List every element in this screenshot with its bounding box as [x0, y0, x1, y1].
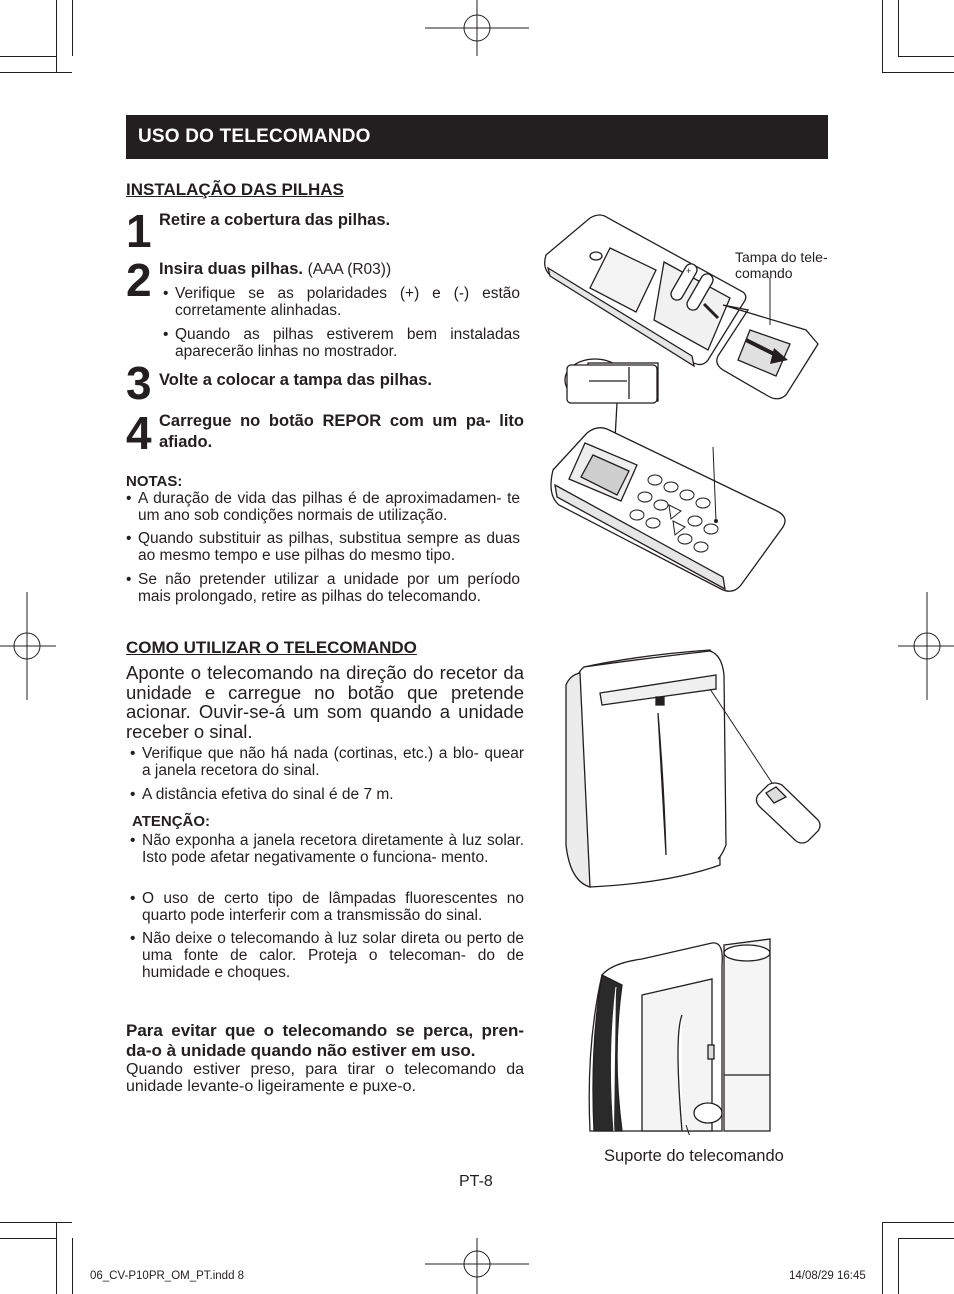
- step-title: Retire a cobertura das pilhas.: [159, 211, 391, 229]
- list-item: • Não deixe o telecomando à luz solar direta ou perto de uma fonte de calor. Proteja o telecoman- do de humidade e choques.: [130, 930, 524, 981]
- list-item: • Verifique que não há nada (cortinas, etc.) a blo- quear a janela recetora do sinal.: [130, 745, 524, 779]
- keep-remote-heading: Para evitar que o telecomando se perca, pren- da-o à unidade quando não estiver em uso.: [126, 1021, 524, 1060]
- usage-lead-paragraph: Aponte o telecomando na direção do recetor da unidade e carregue no botão que pretende acionar. Ouvir-se-á um som quando a unidade receber o sinal.: [126, 662, 524, 742]
- page-number: PT-8: [459, 1173, 493, 1190]
- step-title-text: Insira duas pilhas.: [159, 260, 303, 278]
- step-number: 2: [126, 254, 150, 306]
- footer-datetime: 14/08/29 16:45: [789, 1270, 866, 1282]
- notes-heading: NOTAS:: [126, 473, 183, 490]
- step-title: Carregue no botão REPOR com um pa- lito afiado.: [159, 412, 524, 451]
- cover-caption: Tampa do tele- comando: [735, 249, 828, 281]
- step-title: [159, 259, 524, 280]
- unit-remote-illustration: [560, 645, 830, 895]
- list-item: • A duração de vida das pilhas é de aproximadamen- te um ano sob condições normais de utilização.: [126, 490, 520, 524]
- keep-remote-text: Quando estiver preso, para tirar o telecomando da unidade levante-o ligeiramente e puxe-o.: [126, 1061, 524, 1095]
- section-header-bar: [126, 115, 828, 159]
- section-title-usage: COMO UTILIZAR O TELECOMANDO: [126, 638, 417, 657]
- list-item: • Não exponha a janela recetora diretamente à luz solar. Isto pode afetar negativamente o funciona- mento.: [130, 832, 524, 866]
- list-item: • Verifique se as polaridades (+) e (-) estão corretamente alinhadas.: [163, 285, 520, 319]
- list-item: • Quando as pilhas estiverem bem instaladas aparecerão linhas no mostrador.: [163, 326, 520, 360]
- step-number: 4: [126, 407, 150, 459]
- step-title: Volte a colocar a tampa das pilhas.: [159, 371, 432, 389]
- remote-holder-illustration: [582, 935, 782, 1135]
- caution-heading: ATENÇÃO:: [132, 813, 211, 830]
- list-item: • O uso de certo tipo de lâmpadas fluorescentes no quarto pode interferir com a transmissão do sinal.: [130, 890, 524, 924]
- section-title-batteries: INSTALAÇÃO DAS PILHAS: [126, 180, 344, 199]
- step-number: 3: [126, 357, 150, 409]
- list-item: • A distância efetiva do sinal é de 7 m.: [130, 786, 394, 803]
- list-item: • Se não pretender utilizar a unidade por um período mais prolongado, retire as pilhas do telecomando.: [126, 571, 520, 605]
- step-number: 1: [126, 205, 150, 257]
- holder-caption: Suporte do telecomando: [604, 1147, 784, 1165]
- remote-display-illustration: [545, 345, 795, 605]
- battery-plus-label: +: [686, 266, 692, 276]
- page-title: USO DO TELECOMANDO: [138, 126, 371, 147]
- footer-filename: 06_CV-P10PR_OM_PT.indd 8: [90, 1270, 245, 1282]
- list-item: • Quando substituir as pilhas, substitua sempre as duas ao mesmo tempo e use pilhas do mesmo tipo.: [126, 530, 520, 564]
- battery-type: (AAA (R03)): [307, 261, 392, 278]
